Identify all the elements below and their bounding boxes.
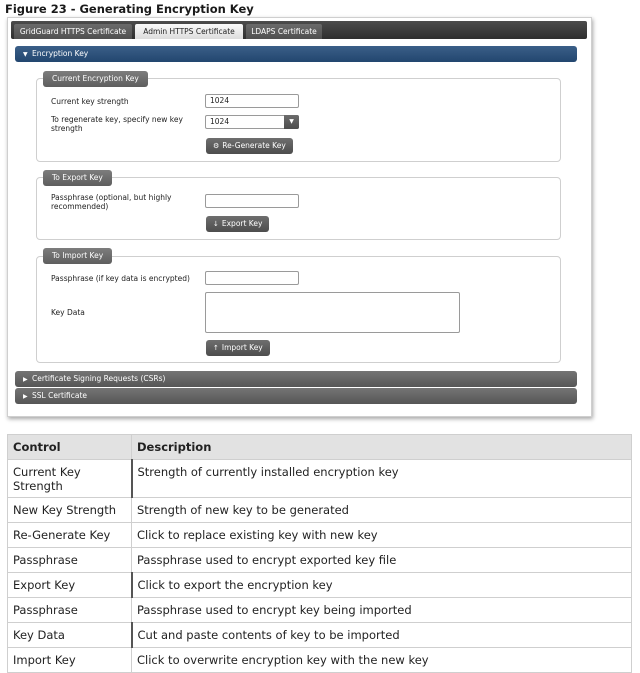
- table-row: [8, 548, 632, 573]
- current-key-strength-field: 1024: [205, 94, 299, 108]
- section-title: SSL Certificate: [32, 391, 88, 400]
- csr-section-header[interactable]: [15, 371, 577, 387]
- control-cell: New Key Strength: [8, 498, 132, 523]
- encryption-key-section-header[interactable]: [15, 46, 577, 62]
- regenerate-key-button[interactable]: [206, 138, 293, 154]
- export-key-label: Export Key: [221, 219, 263, 228]
- table-header-row: [8, 435, 632, 460]
- current-key-strength-label: Current key strength: [51, 97, 129, 106]
- arrow-down-icon: ↓: [213, 220, 219, 228]
- control-cell: Import Key: [8, 648, 132, 673]
- export-key-legend: To Export Key: [43, 170, 112, 186]
- import-key-label: Import Key: [221, 343, 263, 352]
- control-cell: Export Key: [8, 573, 132, 598]
- import-passphrase-label: Passphrase (if key data is encrypted): [51, 274, 190, 283]
- import-passphrase-input[interactable]: [205, 271, 299, 285]
- table-row: [8, 573, 632, 598]
- description-cell: Strength of currently installed encryption key: [132, 460, 632, 498]
- export-key-button[interactable]: [206, 216, 269, 232]
- description-cell: Strength of new key to be generated: [132, 498, 632, 523]
- key-data-label: Key Data: [51, 308, 85, 317]
- collapsed-triangle-icon: ▶: [23, 393, 28, 400]
- table-row: [8, 648, 632, 673]
- figure-caption: Figure 23 - Generating Encryption Key: [5, 2, 254, 16]
- key-data-textarea[interactable]: [205, 292, 460, 333]
- control-column-header: Control: [8, 435, 132, 460]
- export-passphrase-input[interactable]: [205, 194, 299, 208]
- tab-ldaps-certificate[interactable]: LDAPS Certificate: [246, 24, 322, 39]
- description-cell: Passphrase used to encrypt exported key file: [132, 548, 632, 573]
- current-encryption-key-legend: Current Encryption Key: [43, 71, 148, 87]
- section-title: Encryption Key: [32, 49, 89, 58]
- gear-icon: ⚙: [213, 142, 220, 150]
- new-key-strength-value: 1024: [210, 117, 230, 126]
- description-cell: Click to export the encryption key: [132, 573, 632, 598]
- control-cell: Current Key Strength: [8, 460, 132, 498]
- table-row: [8, 623, 632, 648]
- description-cell: Click to replace existing key with new key: [132, 523, 632, 548]
- control-cell: Key Data: [8, 623, 132, 648]
- export-passphrase-label: Passphrase (optional, but highly recommended): [51, 193, 172, 211]
- tab-admin-https-certificate[interactable]: Admin HTTPS Certificate: [135, 24, 243, 39]
- section-title: Certificate Signing Requests (CSRs): [32, 374, 166, 383]
- control-cell: Passphrase: [8, 548, 132, 573]
- arrow-up-icon: ↑: [213, 344, 219, 352]
- description-cell: Click to overwrite encryption key with the new key: [132, 648, 632, 673]
- expanded-triangle-icon: ▼: [23, 51, 28, 58]
- table-row: [8, 598, 632, 623]
- tab-bar: [11, 21, 587, 39]
- chevron-down-icon[interactable]: ▼: [284, 115, 299, 129]
- table-row: [8, 460, 632, 498]
- regenerate-key-label: Re-Generate Key: [222, 141, 286, 150]
- control-cell: Re-Generate Key: [8, 523, 132, 548]
- import-key-button[interactable]: [206, 340, 270, 356]
- description-column-header: Description: [132, 435, 632, 460]
- new-key-strength-select[interactable]: [205, 115, 299, 129]
- collapsed-triangle-icon: ▶: [23, 376, 28, 383]
- description-cell: Passphrase used to encrypt key being imported: [132, 598, 632, 623]
- table-row: [8, 523, 632, 548]
- ssl-certificate-section-header[interactable]: [15, 388, 577, 404]
- controls-description-table: [7, 434, 632, 673]
- control-cell: Passphrase: [8, 598, 132, 623]
- description-cell: Cut and paste contents of key to be imported: [132, 623, 632, 648]
- new-key-strength-label: To regenerate key, specify new key strength: [51, 115, 183, 133]
- tab-gridguard-https-certificate[interactable]: GridGuard HTTPS Certificate: [14, 24, 132, 39]
- table-row: [8, 498, 632, 523]
- import-key-legend: To Import Key: [43, 248, 112, 264]
